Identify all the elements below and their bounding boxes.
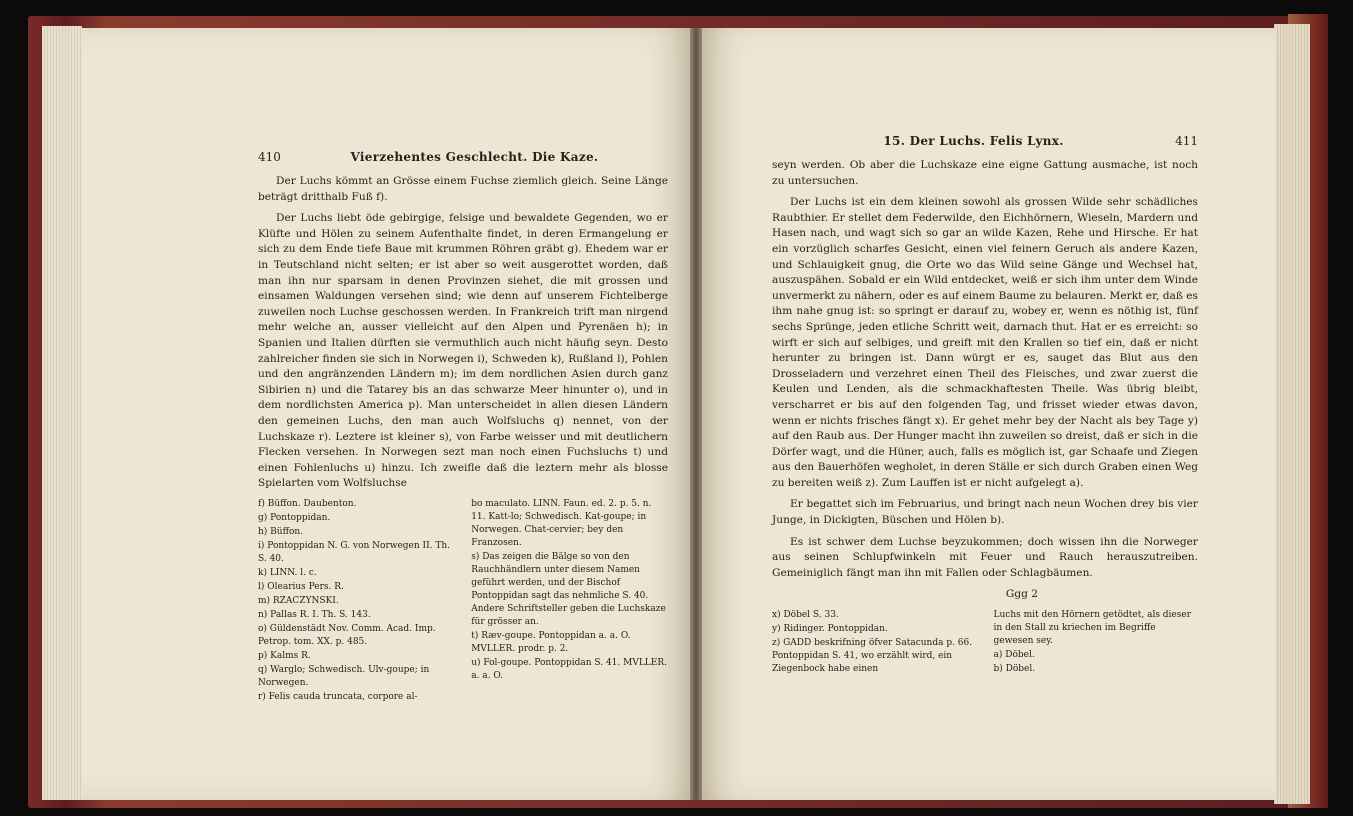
- paragraph: seyn werden. Ob aber die Luchskaze eine eigne Gattung ausmache, ist noch zu untersuchen.: [772, 159, 1198, 187]
- running-title: Vierzehentes Geschlecht. Die Kaze.: [350, 150, 599, 164]
- footnotes: [772, 609, 1198, 677]
- footnote: m) RZACZYNSKI.: [258, 595, 339, 606]
- footnote: z) GADD beskrifning öfver Satacunda p. 66. Pontoppidan S. 41, wo erzählt wird, ein Ziegenbock habe einen: [772, 638, 973, 675]
- footnote: g) Pontoppidan.: [258, 512, 331, 523]
- footnote: t) Ræv-goupe. Pontoppidan a. a. O. MVLLER. prodr. p. 2.: [471, 630, 631, 654]
- page-edges-left: [42, 26, 82, 800]
- left-page: [82, 28, 696, 800]
- right-page-content: [772, 134, 1198, 677]
- footnote-column: [471, 498, 668, 705]
- footnote-column: [772, 609, 976, 677]
- paragraph: Der Luchs ist ein dem kleinen sowohl als grossen Wilde sehr schädliches Raubthier. Er stellet dem Federwilde, den Eichhörnern, Wieseln, Mardern und Hasen nach, und wagt sich so gar an wilde Kazen, Rehe und Hirsche. Er hat ein vorzüglich scharfes Gesicht, einen viel feinern Geruch als andere Kazen, und Schlauigkeit gnug, die Orte wo das Wild seine Gänge und Wechsel hat, auszuspähen. Sobald er ein Wild entdecket, weiß er sich ihm unter dem Winde unvermerkt zu nähern, oder es auf einem Baume zu belauren. Merkt er, daß es ihm nahe gnug ist: so springt er darauf zu, wobey er, wenn es nöthig ist, fünf sechs Sprünge, jeden etliche Schritt weit, darnach thut. Hat er es erreicht: so wirft er sich auf selbiges, und greift mit den Krallen so tief ein, daß er nicht herunter zu bringen ist. Dann würgt er es, sauget das Blut aus den Drosseladern und verzehret einen Theil des Fleisches, und zwar zuerst die Keulen und Lenden, als die schmackhaftesten Theile. Was übrig bleibt, verscharret er bis auf den folgenden Tag, und frisset wieder etwas davon, wenn er nichts frisches fängt x). Er gehet mehr bey der Nacht als bey Tage y) auf den Raub aus. Der Hunger macht ihn zuweilen so dreist, daß er sich in die Dörfer wagt, und die Hüner, auch, falls es möglich ist, gar Schaafe und Ziegen aus den Bauerhöfen wegholet, in deren Ställe er sich durch Graben einen Weg zu bereiten weiß z). Zum Lauffen ist er nicht aufgelegt a).: [772, 196, 1198, 489]
- footnote: i) Pontoppidan N. G. von Norwegen II. Th. S. 40.: [258, 540, 451, 564]
- footnote: l) Olearius Pers. R.: [258, 581, 344, 592]
- paragraph: Es ist schwer dem Luchse beyzukommen; doch wissen ihn die Norweger aus seinen Schlupfwinkeln mit Feuer und Rauch herauszutreiben. Gemeiniglich fängt man ihn mit Fallen oder Schlagbäumen.: [772, 535, 1198, 579]
- footnote: bo maculato. LINN. Faun. ed. 2. p. 5. n. 11. Katt-lo; Schwedisch. Kat-goupe; in Norwegen. Chat-cervier; bey den Franzosen.: [471, 498, 652, 548]
- left-page-content: [258, 150, 668, 705]
- footnote: q) Warglo; Schwedisch. Ulv-goupe; in Norwegen.: [258, 664, 430, 688]
- book-gutter: [690, 28, 702, 800]
- footnote: b) Döbel.: [993, 664, 1036, 675]
- footnote: y) Ridinger. Pontoppidan.: [772, 624, 888, 635]
- right-page: [696, 28, 1276, 800]
- paragraph: Der Luchs kömmt an Grösse einem Fuchse ziemlich gleich. Seine Länge beträgt dritthalb Fuß f).: [258, 175, 668, 203]
- footnote: r) Felis cauda truncata, corpore al-: [258, 691, 418, 702]
- footnote: Luchs mit den Hörnern getödtet, als dieser in den Stall zu kriechen im Begriffe gewesen sey.: [993, 610, 1192, 647]
- footnote: o) Güldenstädt Nov. Comm. Acad. Imp. Petrop. tom. XX. p. 485.: [258, 623, 436, 647]
- running-title: 15. Der Luchs. Felis Lynx.: [883, 134, 1064, 148]
- page-number: 410: [258, 150, 281, 164]
- footnotes: [258, 498, 668, 705]
- footnote: a) Döbel.: [993, 650, 1035, 661]
- signature-mark: Ggg 2: [1005, 588, 1038, 601]
- footnote-column: [994, 609, 1198, 677]
- footnote: n) Pallas R. I. Th. S. 143.: [258, 609, 371, 620]
- footnote: u) Fol-goupe. Pontoppidan S. 41. MVLLER. a. a. O.: [471, 657, 667, 681]
- footnote: p) Kalms R.: [258, 650, 311, 661]
- left-page-header: [258, 150, 668, 168]
- page-edges-right: [1274, 24, 1310, 804]
- paragraph: Er begattet sich im Februarius, und bringt nach neun Wochen drey bis vier Junge, in Dickigten, Büschen und Hölen b).: [772, 498, 1198, 527]
- footnote: k) LINN. l. c.: [258, 567, 317, 578]
- footnote: f) Büffon. Daubenton.: [258, 498, 357, 509]
- paragraph: Der Luchs liebt öde gebirgige, felsige und bewaldete Gegenden, wo er Klüfte und Hölen zu seinem Aufenthalte findet, in deren Ermangelung er sich zu dem Ende tiefe Baue mit krummen Röhren gräbt g). Ehedem war er in Teutschland nicht selten; er ist aber so weit ausgerottet worden, daß man ihn nur sparsam in denen Provinzen siehet, die mit grossen und einsamen Waldungen versehen sind; wie denn auf unserem Fichtelberge zuweilen noch Luchse geschossen werden. In Frankreich trift man nirgend mehr welche an, ausser vielleicht auf den Alpen und Pyrenäen h); in Spanien und Italien dürften sie vermuthlich auch nicht häufig seyn. Desto zahlreicher finden sie sich in Norwegen i), Schweden k), Rußland l), Pohlen und den angränzenden Ländern m); im dem nordlichen Asien durch ganz Sibirien n) und die Tatarey bis an das schwarze Meer hinunter o), und in dem nordlichsten America p). Man unterscheidet in allen diesen Ländern den gemeinen Luchs, den man auch Wolfsluchs q) nennet, von der Luchskaze r). Leztere ist kleiner s), von Farbe weisser und mit deutlichern Flecken versehen. In Norwegen sezt man noch einen Fuchsluchs t) und einen Fohlenluchs u) hinzu. Ich zweifle daß die leztern mehr als blosse Spielarten vom Wolfsluchse: [258, 212, 668, 490]
- footnote: h) Büffon.: [258, 526, 304, 537]
- footnote: x) Döbel S. 33.: [772, 610, 839, 621]
- page-number: 411: [1175, 134, 1198, 148]
- footnote-column: [258, 498, 455, 705]
- footnote: s) Das zeigen die Bälge so von den Rauchhändlern unter diesem Namen geführt werden, und der Bischof Pontoppidan sagt das nehmliche S. 40. Andere Schriftsteller geben die Luchskaze für grösser an.: [471, 551, 666, 627]
- book: [28, 10, 1328, 810]
- right-page-header: [772, 134, 1198, 152]
